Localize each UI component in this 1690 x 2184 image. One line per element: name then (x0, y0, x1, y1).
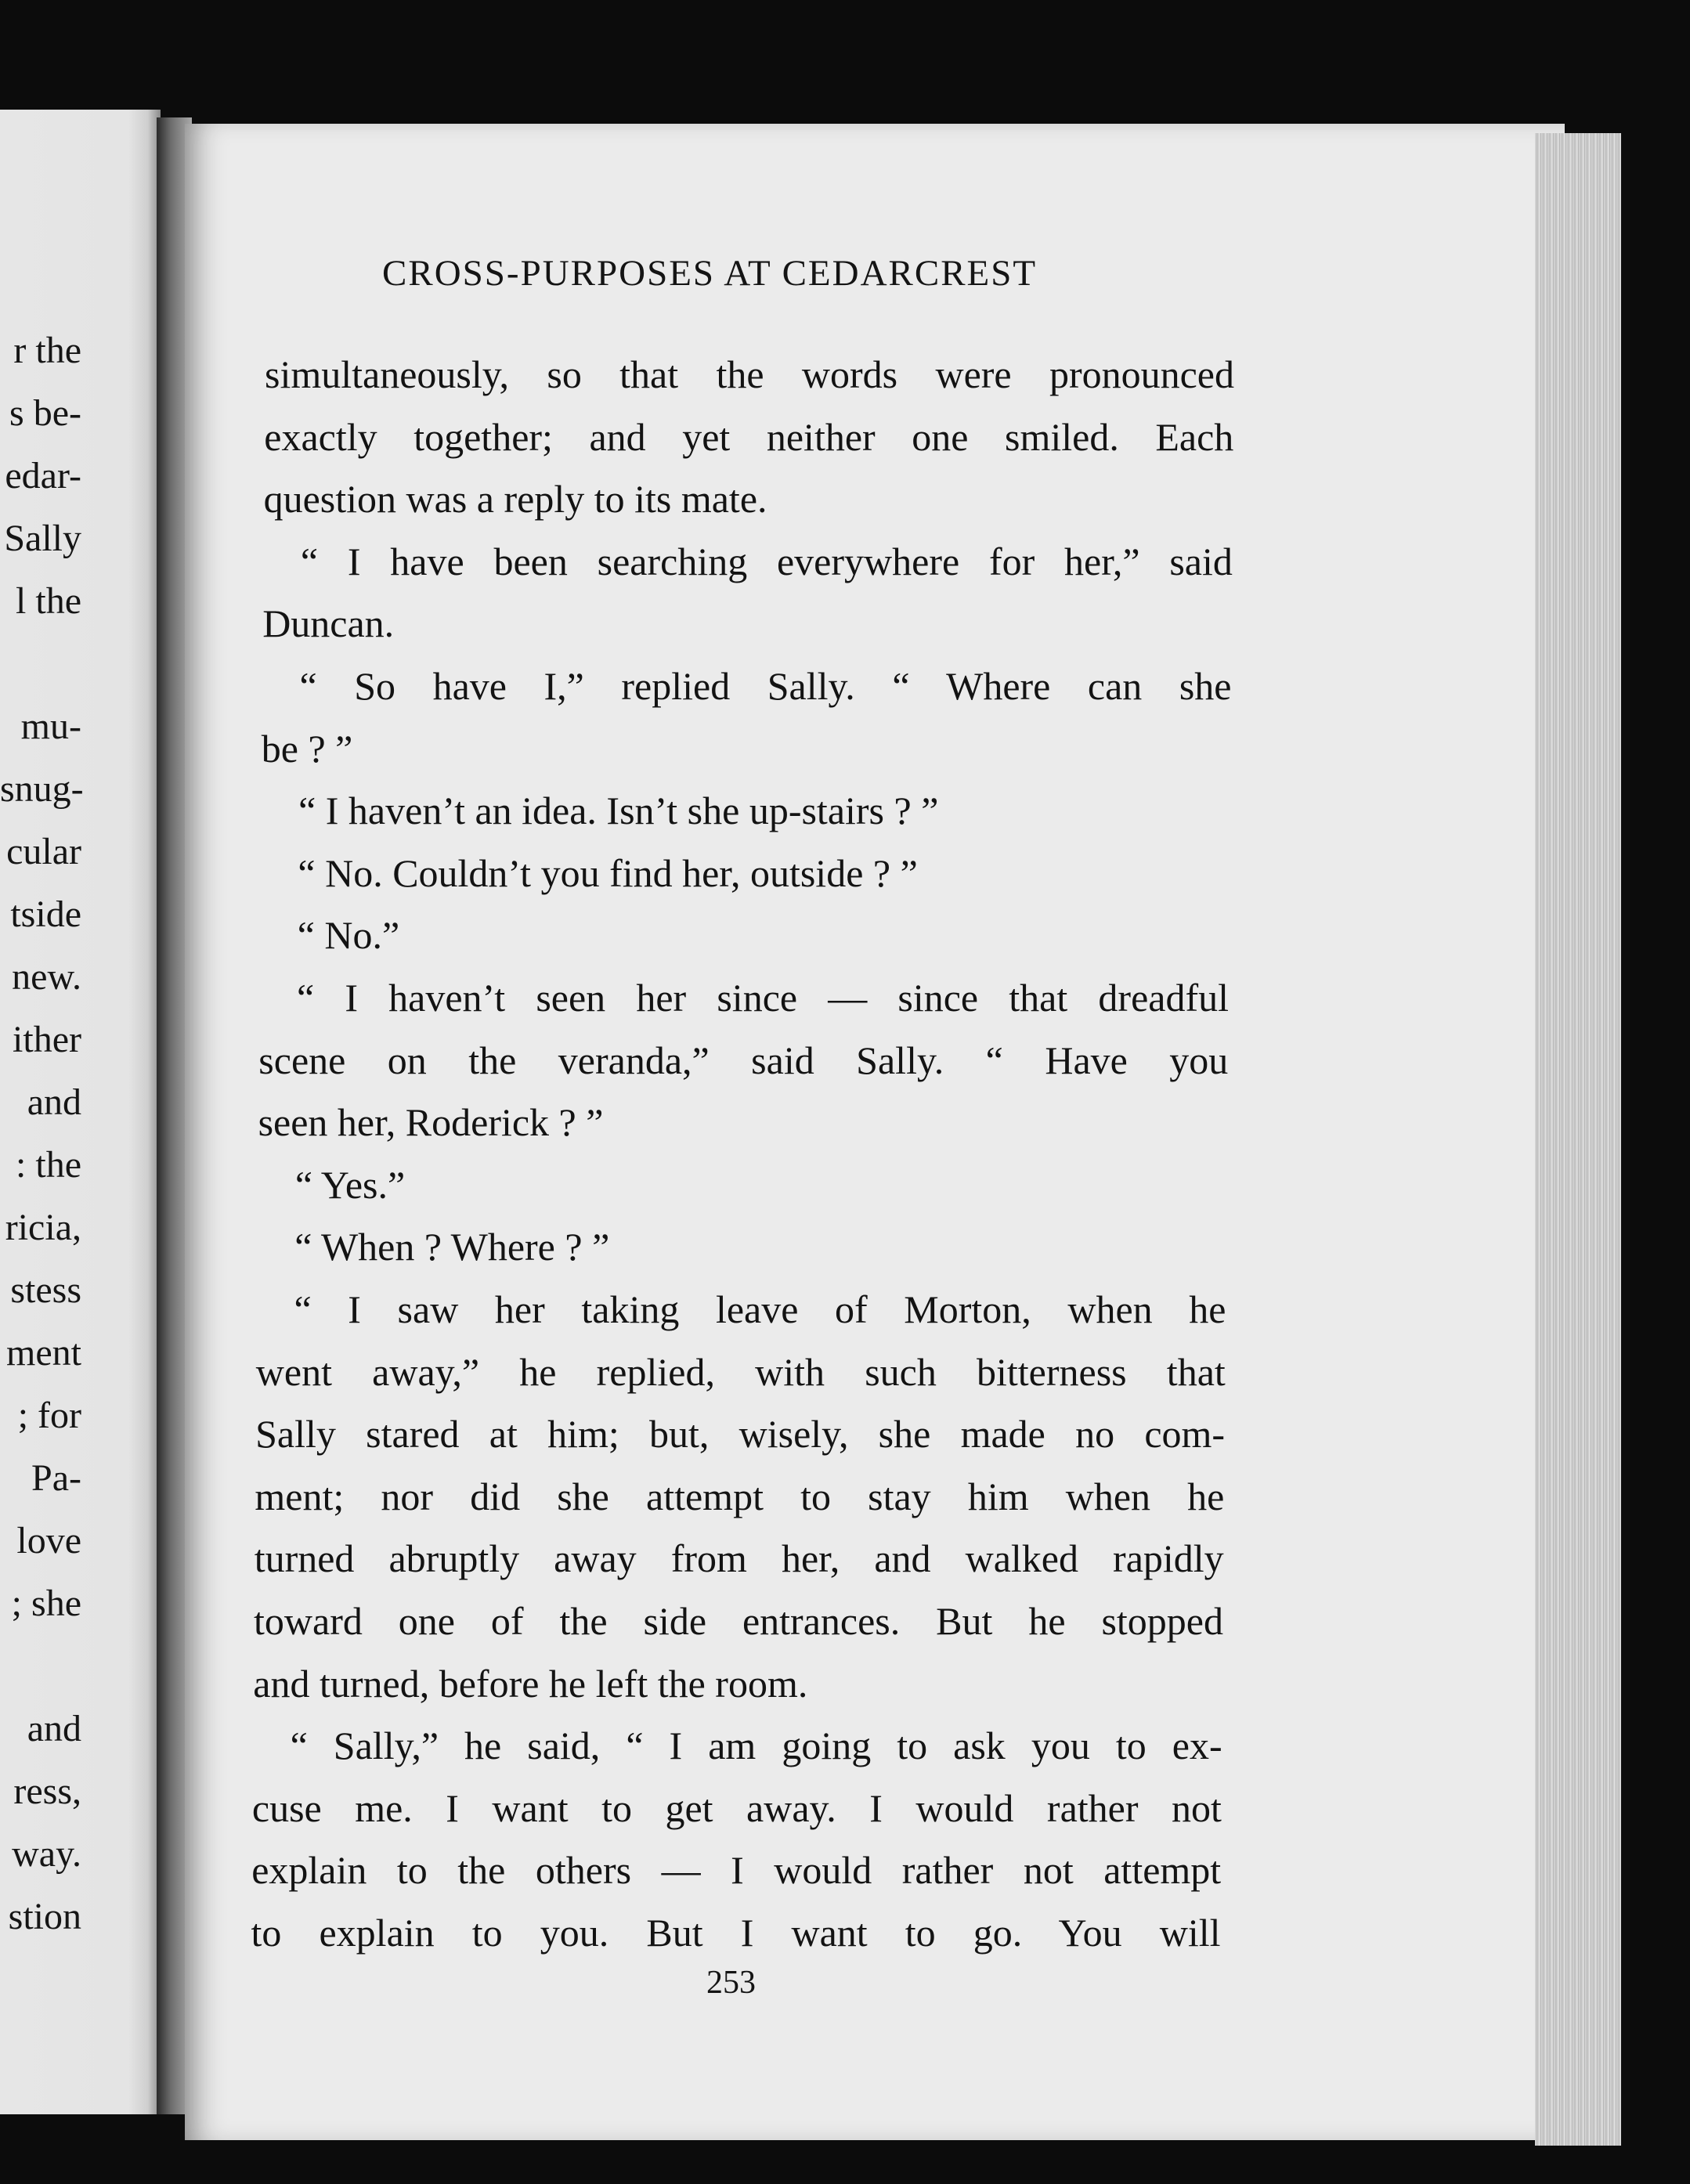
text-line: “ Yes.” (294, 1162, 406, 1207)
facing-page-line: cular (6, 831, 81, 872)
facing-page-line: ither (13, 1019, 81, 1060)
text-line: simultaneously, so that the words were pronounced (265, 352, 1234, 396)
text-line: “ I haven’t seen her since — since that dreadful (297, 976, 1229, 1020)
facing-page-line: and (27, 1708, 81, 1749)
facing-page-line (0, 1635, 161, 1698)
text-line: toward one of the side entrances. But he stopped (254, 1599, 1223, 1643)
text-line: “ I saw her taking leave of Morton, when he (294, 1287, 1226, 1331)
text-line: be ? ” (261, 726, 353, 771)
facing-page-line: snug- (0, 768, 84, 810)
text-line: scene on the veranda,” said Sally. “ Have you (258, 1038, 1229, 1082)
facing-page-line: edar- (5, 455, 81, 496)
page-number: 253 (706, 1965, 756, 2001)
text-line: “ When ? Where ? ” (294, 1225, 610, 1269)
facing-page-line: tside (10, 893, 81, 935)
text-line: turned abruptly away from her, and walked rapidly (254, 1536, 1224, 1581)
text-line: ment; nor did she attempt to stay him when he (255, 1474, 1225, 1518)
text-line: “ Sally,” he said, “ I am going to ask you to ex- (290, 1724, 1222, 1768)
facing-page-line: ress, (13, 1771, 81, 1812)
facing-page-line: new. (12, 956, 81, 998)
text-line: to explain to you. But I want to go. You will (251, 1911, 1221, 1955)
text-line: “ No.” (297, 913, 400, 958)
text-line: “ I have been searching everywhere for her,” said (300, 539, 1233, 583)
facing-page-line: r the (13, 330, 81, 371)
facing-page-line: way. (12, 1833, 81, 1875)
text-line: explain to the others — I would rather not attempt (251, 1848, 1222, 1893)
text-line: “ I haven’t an idea. Isn’t she up-stairs ? ” (298, 789, 939, 833)
facing-page-line: l the (16, 580, 81, 622)
text-line: Sally stared at him; but, wisely, she made no com- (255, 1412, 1226, 1457)
facing-page-line: s be- (9, 392, 81, 434)
facing-page-line: Pa- (31, 1457, 81, 1499)
text-line: “ No. Couldn’t you find her, outside ? ” (298, 850, 918, 895)
text-line: exactly together; and yet neither one smiled. Each (264, 414, 1234, 459)
text-line: Duncan. (262, 601, 395, 646)
facing-page-line: stess (10, 1269, 81, 1311)
facing-page-line: stion (8, 1896, 81, 1937)
facing-page-line: Sally (4, 518, 81, 559)
text-line: went away,” he replied, with such bitterness that (255, 1349, 1226, 1394)
page-edges (1535, 133, 1621, 2146)
text-line: “ So have I,” replied Sally. “ Where can she (299, 664, 1232, 708)
text-line: and turned, before he left the room. (253, 1661, 808, 1706)
facing-page-line (0, 633, 161, 695)
facing-page-line: ricia, (5, 1207, 81, 1248)
facing-page-line: mu- (20, 706, 81, 747)
running-head: CROSS-PURPOSES AT CEDARCREST (382, 253, 1038, 294)
facing-page-line: ; she (11, 1583, 81, 1624)
text-line: question was a reply to its mate. (263, 477, 767, 522)
facing-page-line: love (16, 1520, 81, 1561)
facing-page-line: ment (6, 1332, 81, 1374)
text-line: seen her, Roderick ? ” (258, 1100, 604, 1145)
facing-page-line: and (27, 1081, 81, 1123)
facing-page-line: : the (16, 1144, 81, 1186)
text-line: cuse me. I want to get away. I would rather not (251, 1785, 1222, 1830)
facing-page-line: ; for (17, 1395, 81, 1436)
